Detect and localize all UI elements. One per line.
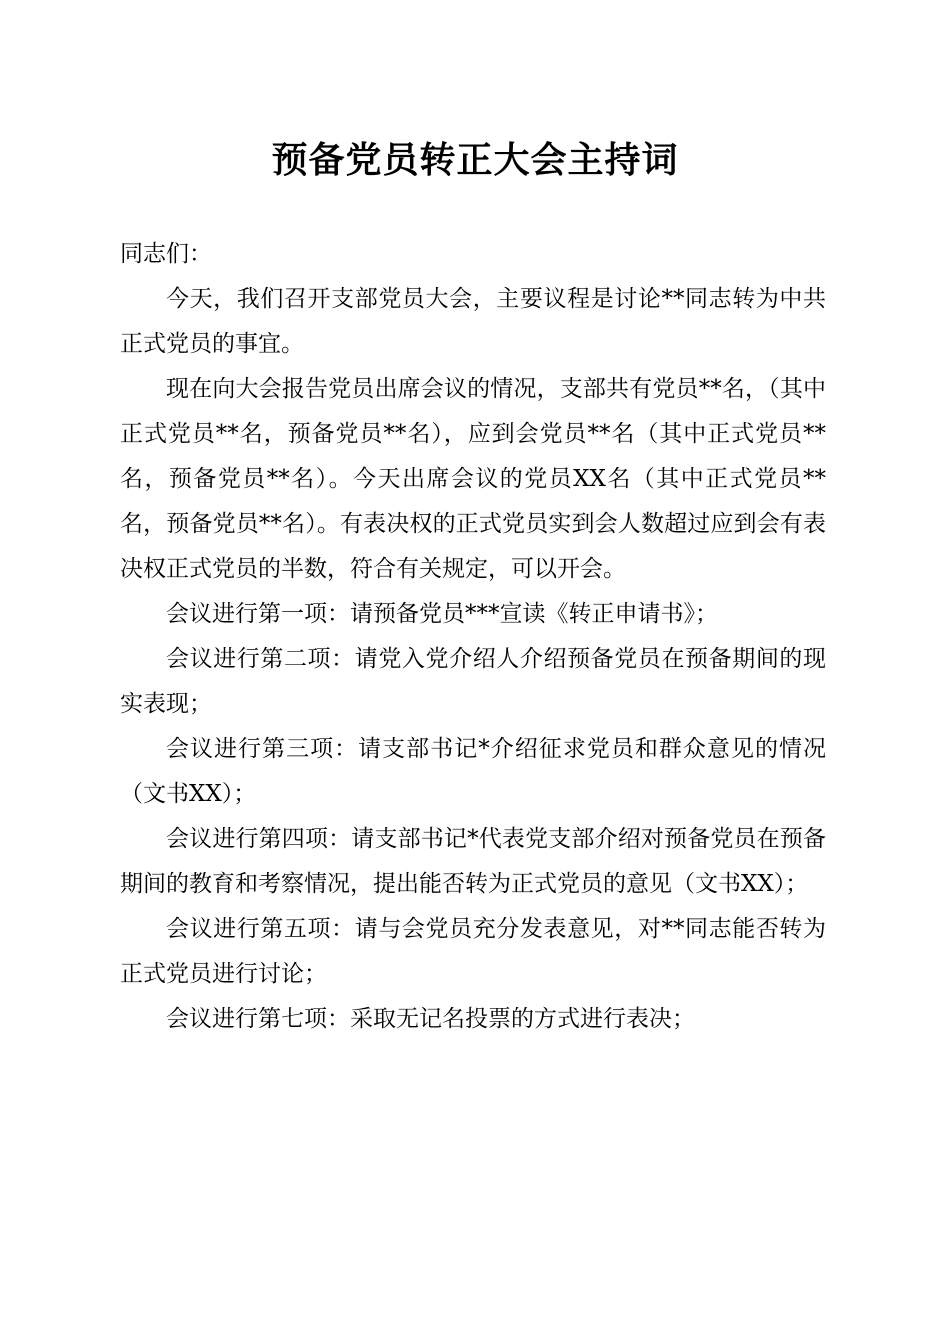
agenda-item-7: 会议进行第七项：采取无记名投票的方式进行表决； xyxy=(166,1006,695,1032)
agenda-item-3: 会议进行第三项：请支部书记*介绍征求党员和群众意见的情况（文书XX）； xyxy=(120,736,826,807)
document-body xyxy=(120,232,826,1042)
document-title: 预备党员转正大会主持词 xyxy=(271,139,679,181)
agenda-item-2: 会议进行第二项：请党入党介绍人介绍预备党员在预备期间的现实表现； xyxy=(120,646,826,717)
paragraph-opening: 今天，我们召开支部党员大会，主要议程是讨论**同志转为中共正式党员的事宜。 xyxy=(120,286,826,357)
paragraph-attendance-report: 现在向大会报告党员出席会议的情况，支部共有党员**名，（其中正式党员**名，预备党员**名），应到会党员**名（其中正式党员**名，预备党员**名）。今天出席会议的党员XX名（其中正式党员**名，预备党员**名）。有表决权的正式党员实到会人数超过应到会有表决权正式党员的半数，符合有关规定，可以开会。 xyxy=(120,376,826,582)
agenda-item-1: 会议进行第一项：请预备党员***宣读《转正申请书》； xyxy=(166,601,718,627)
agenda-item-5: 会议进行第五项：请与会党员充分发表意见，对**同志能否转为正式党员进行讨论； xyxy=(120,916,826,987)
salutation: 同志们： xyxy=(120,241,212,267)
agenda-item-4: 会议进行第四项：请支部书记*代表党支部介绍对预备党员在预备期间的教育和考察情况，提出能否转为正式党员的意见（文书XX）； xyxy=(120,826,826,897)
